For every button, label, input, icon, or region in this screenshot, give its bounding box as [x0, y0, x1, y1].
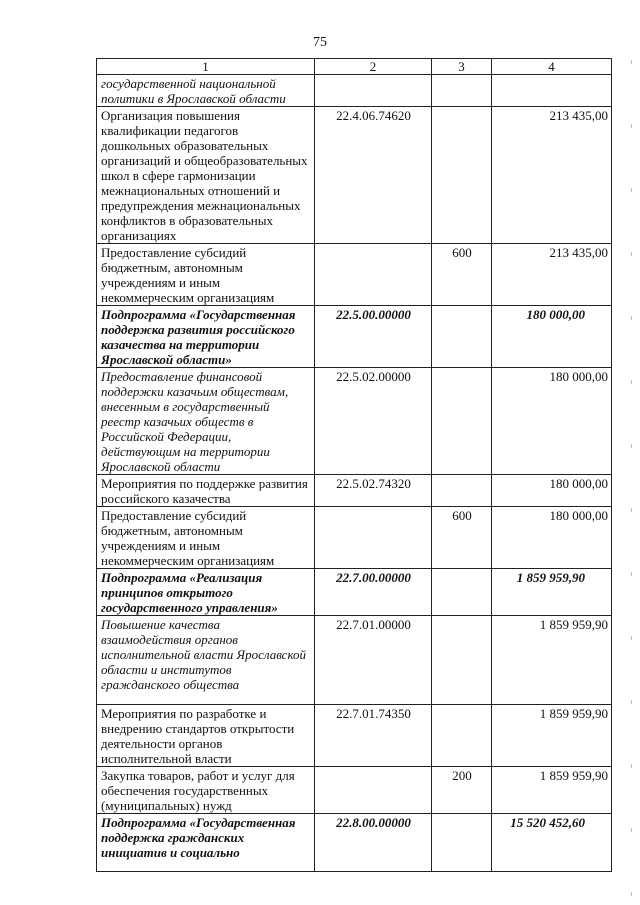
row-expense-type-cell: 600 [432, 507, 492, 569]
row-expense-type-cell [432, 107, 492, 244]
row-expense-type-cell [432, 705, 492, 767]
row-amount-cell: 1 859 959,90 [492, 767, 612, 814]
table-row [97, 107, 612, 244]
row-amount-cell: 180 000,00 [492, 306, 612, 368]
row-expense-type-cell [432, 569, 492, 616]
page-number: 75 [313, 35, 327, 50]
row-code-cell: 22.7.01.74350 [315, 705, 432, 767]
table-row [97, 705, 612, 767]
row-code-cell [315, 75, 432, 107]
row-code-cell: 22.5.02.74320 [315, 475, 432, 507]
table-row [97, 368, 612, 475]
table-row [97, 569, 612, 616]
row-amount-cell: 213 435,00 [492, 244, 612, 306]
table-row [97, 475, 612, 507]
table-row [97, 306, 612, 368]
row-amount-cell [492, 75, 612, 107]
row-expense-type-cell [432, 75, 492, 107]
column-header-1: 1 [97, 59, 315, 75]
budget-table [96, 58, 612, 872]
row-amount-cell: 15 520 452,60 [492, 814, 612, 872]
row-name-cell: Повышение качества взаимодействия органов исполнительной власти Ярославской области и институтов гражданского общества [97, 616, 315, 705]
row-amount-cell: 1 859 959,90 [492, 616, 612, 705]
row-code-cell: 22.4.06.74620 [315, 107, 432, 244]
row-code-cell [315, 244, 432, 306]
row-amount-cell: 180 000,00 [492, 475, 612, 507]
table-row [97, 507, 612, 569]
row-expense-type-cell [432, 616, 492, 705]
row-code-cell: 22.5.00.00000 [315, 306, 432, 368]
row-expense-type-cell [432, 814, 492, 872]
row-expense-type-cell: 200 [432, 767, 492, 814]
row-amount-cell: 1 859 959,90 [492, 705, 612, 767]
row-expense-type-cell [432, 368, 492, 475]
row-name-cell: Закупка товаров, работ и услуг для обеспечения государственных (муниципальных) нужд [97, 767, 315, 814]
column-header-2: 2 [315, 59, 432, 75]
row-name-cell: Предоставление субсидий бюджетным, автономным учреждениям и иным некоммерческим организациям [97, 507, 315, 569]
row-name-cell: Предоставление субсидий бюджетным, автономным учреждениям и иным некоммерческим организациям [97, 244, 315, 306]
table-row [97, 814, 612, 872]
row-amount-cell: 180 000,00 [492, 368, 612, 475]
table-row [97, 767, 612, 814]
column-header-3: 3 [432, 59, 492, 75]
table-row [97, 75, 612, 107]
row-code-cell [315, 507, 432, 569]
row-expense-type-cell: 600 [432, 244, 492, 306]
row-code-cell: 22.5.02.00000 [315, 368, 432, 475]
row-name-cell: государственной национальной политики в Ярославской области [97, 75, 315, 107]
row-amount-cell: 213 435,00 [492, 107, 612, 244]
scan-edge-mark [631, 0, 632, 905]
row-name-cell: Предоставление финансовой поддержки казачьим обществам, внесенным в государственный реестр казачьих обществ в Российской Федерации, действующим на территории Ярославской области [97, 368, 315, 475]
table-row [97, 244, 612, 306]
row-name-cell: Мероприятия по поддержке развития российского казачества [97, 475, 315, 507]
row-amount-cell: 1 859 959,90 [492, 569, 612, 616]
row-code-cell: 22.8.00.00000 [315, 814, 432, 872]
column-header-4: 4 [492, 59, 612, 75]
row-amount-cell: 180 000,00 [492, 507, 612, 569]
row-code-cell [315, 767, 432, 814]
table-row [97, 616, 612, 705]
row-code-cell: 22.7.01.00000 [315, 616, 432, 705]
table-header-row [97, 59, 612, 75]
row-expense-type-cell [432, 306, 492, 368]
row-name-cell: Подпрограмма «Государственная поддержка развития российского казачества на территории Ярославской области» [97, 306, 315, 368]
row-name-cell: Подпрограмма «Государственная поддержка гражданских инициатив и социально [97, 814, 315, 872]
row-expense-type-cell [432, 475, 492, 507]
row-name-cell: Организация повышения квалификации педагогов дошкольных образовательных организаций и общеобразовательных школ в сфере гармонизации межнациональных отношений и предупреждения межнациональных конфликтов в образовательных организациях [97, 107, 315, 244]
row-name-cell: Мероприятия по разработке и внедрению стандартов открытости деятельности органов исполнительной власти [97, 705, 315, 767]
row-name-cell: Подпрограмма «Реализация принципов открытого государственного управления» [97, 569, 315, 616]
row-code-cell: 22.7.00.00000 [315, 569, 432, 616]
